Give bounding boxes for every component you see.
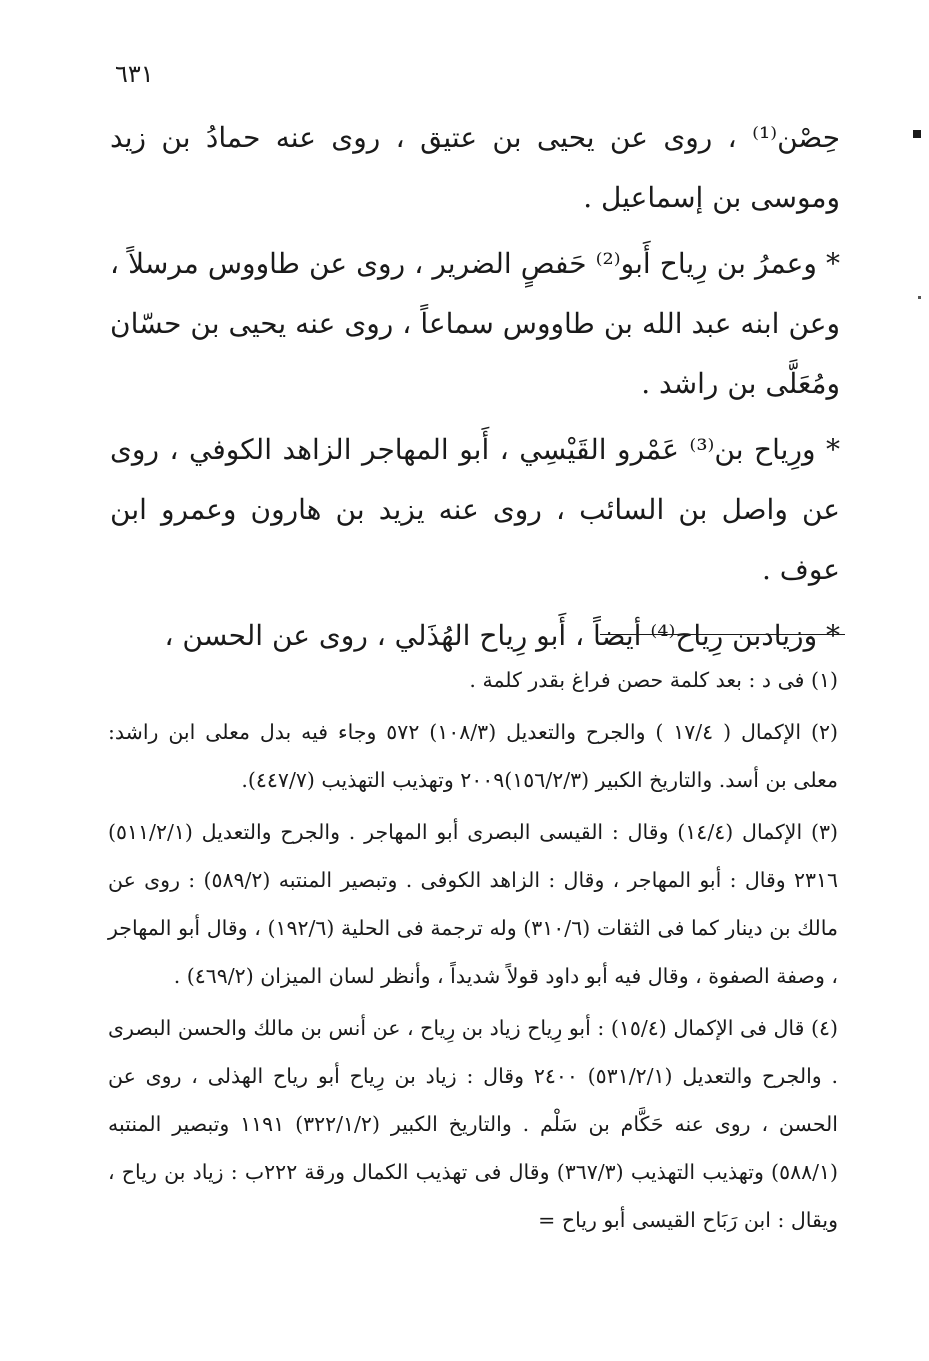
main-paragraph: * وعمرُ بن رِياح أَبو⁽²⁾ حَفصٍ الضرير ، روى عن طاووس مرسلاً ، وعن ابنه عبد الله بن طاووس سماعاً ، روى عنه يحيى بن حسّان ومُعَلَّى بن راشد .: [110, 247, 840, 400]
margin-mark: [913, 130, 921, 138]
main-text: [110, 108, 840, 672]
footnote: (٣) الإكمال (١٤/٤) وقال : القيسى البصرى أبو المهاجر . والجرح والتعديل (٥١١/٢/١) ٢٣١٦ وقال : أبو المهاجر ، وقال : الزاهد الكوفى . وتبصير المنتبه (٥٨٩/٢) : روى عن مالك بن دينار كما فى الثقات (٣١٠/٦) وله ترجمة فى الحلية (١٩٢/٦) ، وقال أبو المهاجر ، وصفة الصفوة ، وقال فيه أبو داود قولاً شديداً ، وأنظر لسان الميزان (٤٦٩/٢) .: [108, 820, 839, 988]
footnotes: [108, 656, 838, 1248]
main-paragraph: * ورِياح بن⁽³⁾ عَمْرو القَيْسِي ، أَبو المهاجر الزاهد الكوفي ، روى عن واصل بن السائب ، روى عنه يزيد بن هارون وعمرو ابن عوف .: [110, 433, 840, 586]
page-number: ٦٣١: [115, 60, 154, 88]
main-paragraph: حِصْن⁽¹⁾ ، روى عن يحيى بن عتيق ، روى عنه حمادُ بن زيد وموسى بن إسماعيل .: [110, 121, 840, 214]
margin-dot: [918, 296, 921, 299]
footnote: (١) فى د : بعد كلمة حصن فراغ بقدر كلمة .: [469, 668, 838, 692]
main-paragraph: * وزيادبن رِياح⁽⁴⁾ أيضاً ، أَبو رِياح الهُذَلي ، روى عن الحسن ،: [164, 619, 840, 652]
footnote-divider: [600, 634, 845, 635]
footnote: (٤) قال فى الإكمال (١٥/٤) : أبو رِياح زياد بن رِياح ، عن أنس بن مالك والحسن البصرى . والجرح والتعديل (٥٣١/٢/١) ٢٤٠٠ وقال : زياد بن رِياح أبو رياح الهذلى ، روى عن الحسن ، روى عنه حَكَّام بن سَلْم . والتاريخ الكبير (٣٢٢/١/٢) ١١٩١ وتبصير المنتبه (٥٨٨/١) وتهذيب التهذيب (٣٦٧/٣) وقال فى تهذيب الكمال ورقة ٢٢٢ب : زياد بن رياح ، ويقال : ابن رَبَاح القيسى أبو رياح =: [108, 1016, 839, 1232]
footnote: (٢) الإكمال ( ١٧/٤ ) والجرح والتعديل (١٠٨/٣) ٥٧٢ وجاء فيه بدل معلى ابن راشد: معلى بن أسد. والتاريخ الكبير (١٥٦/٢/٣)٢٠٠٩ وتهذيب التهذيب (٤٤٧/٧).: [108, 720, 839, 792]
